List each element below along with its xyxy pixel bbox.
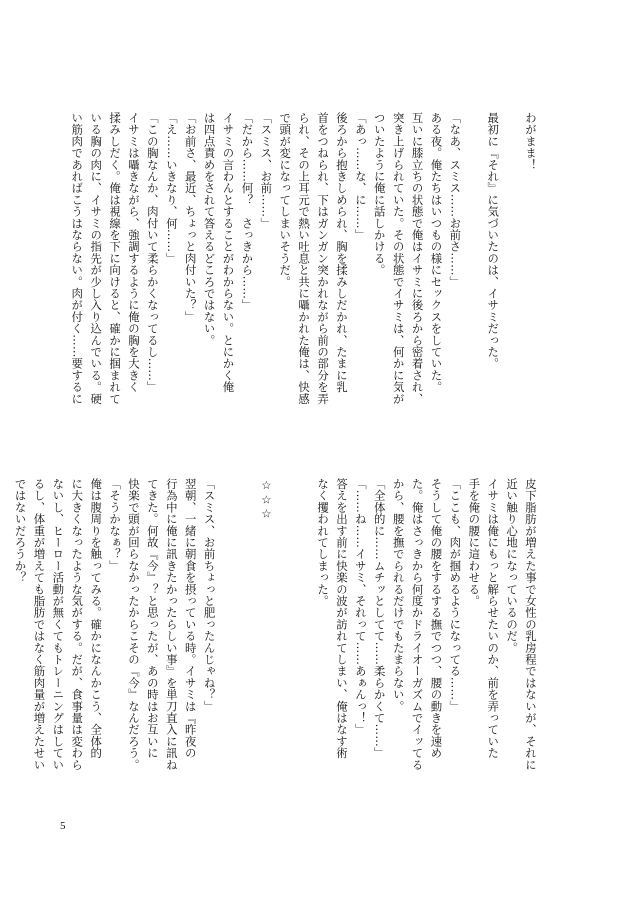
text-column: 最初に『それ』に気づいたのは、イサミだった。 [486,112,501,370]
text-column: 快楽で頭が回らなかったからこその『今』なんだろう。 [126,478,141,771]
text-column: ないし、ヒーロー活動が無くてもトレーニングはしてい [51,478,66,771]
text-column: わがまま！ [524,112,538,171]
text-column: ついたように俺に話しかける。 [372,112,387,276]
text-column: は四点責めをされて答えるどころではない。 [202,112,217,346]
text-column: いる胸の肉に、イサミの指先が少し入り込んでいる。硬 [89,112,104,405]
upper-text-block [67,112,540,442]
page-number: 5 [60,820,66,832]
text-column: 「この胸なんか、肉付いて柔らかくなってるし……」 [145,112,160,393]
text-column: るし、体重が増えても脂肪ではなく筋肉量が増えたせい [32,478,47,771]
text-column [275,478,294,808]
text-column: ではないだろうか？ [13,478,28,584]
text-column: 「だから……何？ さっきから……」 [240,112,255,311]
text-column: ある夜。俺たちはいつもの様にセックスをしていた。 [429,112,444,393]
text-column: から、腰を撫でられるだけでもたまらない。 [391,478,406,712]
text-column: られ、その上耳元で熱い吐息と共に囁かれた俺は、快感 [297,112,312,405]
text-column: で頭が変になってしまいそうだ。 [278,112,293,288]
text-column: 皮下脂肪が増えた事で女性の乳房程ではないが、それに [524,478,538,771]
text-column: 「なあ、スミス……お前さ……」 [448,112,463,288]
text-column: そうして俺の腰をするする撫でつつ、腰の動きを速め [429,478,444,759]
text-column: 手を俺の腰に這わせる。 [467,478,482,607]
text-column: 行為中に俺に訊きたかったらしい事』を単刀直入に訊ね [164,478,179,771]
text-column: 突き上げられていた。その状態でイサミは、何かに気が [391,112,406,405]
text-column: 近い触り心地になっているのだ。 [505,478,520,654]
text-column: イサミは俺にもっと解らせたいのか、前を弄っていた [486,478,501,759]
text-column [294,478,313,808]
text-column: た。俺はさっきから何度かドライオーガズムでイッてる [410,478,425,771]
text-column: 「全体的に……ムチッとしてて……柔らかくて……」 [372,478,387,759]
text-column [219,478,238,808]
text-column: 「え……いきなり、何……」 [164,112,179,265]
text-column: 互いに膝立ちの状態で俺はイサミに後ろから密着され、 [410,112,425,405]
text-column: 「そうかなぁ？」 [108,478,123,572]
text-column: イサミは囁きながら、強調するように俺の胸を大きく [126,112,141,393]
text-column: なく攫われてしまった。 [316,478,331,607]
text-column: イサミの言わんとすることがわからない。とにかく俺 [221,112,236,393]
text-column [238,478,257,808]
text-column [464,112,483,442]
text-column: 首をつねられ、下はガンガン突かれながら前の部分を弄 [316,112,331,405]
text-column: 翌朝、一緒に朝食を摂っている時。イサミは『昨夜の [183,478,198,759]
text-column: 「……ね……イサミ、それって……あぁんっ！」 [353,478,368,736]
text-column: 「スミス、お前ちょっと肥ったんじゃね？」 [202,478,217,712]
text-column: 後ろから抱きしめられ、胸を揉みしだかれ、たまに乳 [334,112,349,393]
text-column [502,112,521,442]
lower-text-block [11,478,540,808]
text-column: 「あっ……な、に……」 [353,112,368,241]
text-column: 答えを出す前に快楽の波が訪れてしまい、俺はなす術 [334,478,349,759]
text-column: 「スミス、お前……」 [259,112,274,229]
text-column: 「ここも、肉が掴めるようになってる……」 [448,478,463,712]
text-column: に大きくなったような気がする。だが、食事量は変わら [70,478,85,771]
text-column: 揉みしだく。俺は視線を下に向けると、確かに掴まれて [108,112,123,405]
text-column: 俺は腹周りを触ってみる。確かになんかこう、全体的 [89,478,104,759]
text-column: 「お前さ、最近、ちょっと肉付いた？」 [183,112,198,323]
text-column: い筋肉であればこうはならない。肉が付く……要するに [70,112,85,405]
text-column: ☆☆☆ [259,478,274,521]
text-column: てきた。何故『今』？と思ったが、あの時はお互いに [145,478,160,759]
